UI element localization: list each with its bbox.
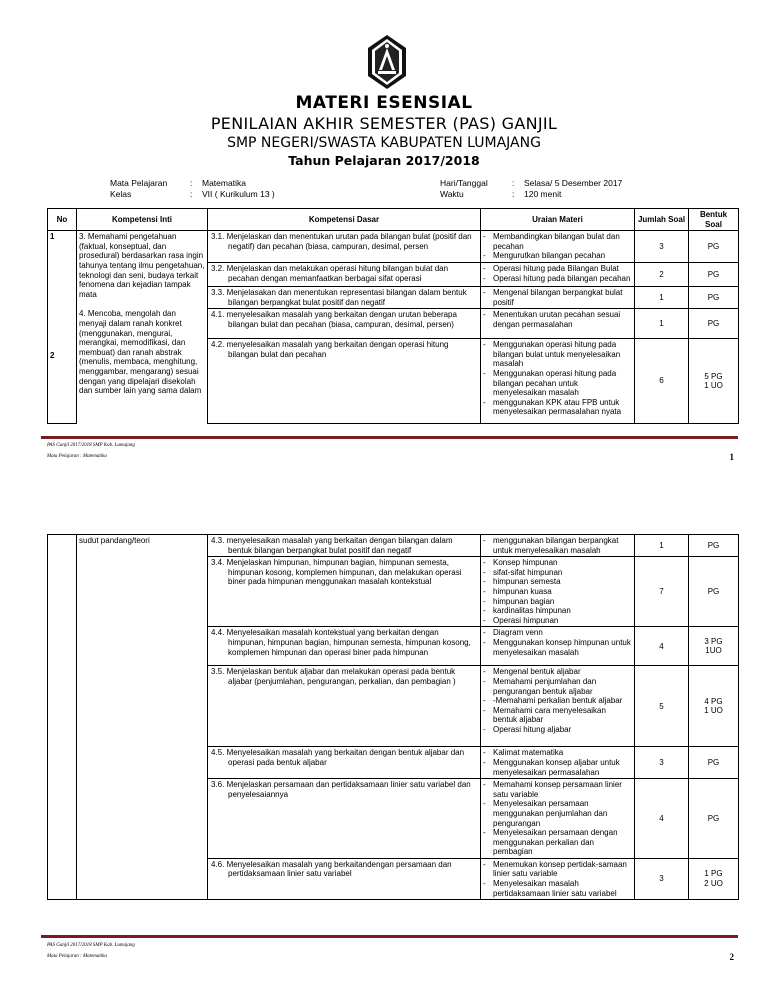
- uraian-materi-cell: [481, 557, 635, 627]
- uraian-item: - Mengenal bilangan berpangkat bulat positif: [483, 288, 632, 307]
- kompetensi-dasar-cell: [208, 231, 481, 263]
- kd-text: 4.5. Menyelesaikan masalah yang berkaitan dengan bentuk aljabar dan operasi pada bentuk aljabar: [211, 748, 465, 767]
- colon: :: [190, 189, 193, 199]
- bentuk-soal-cell: [689, 779, 739, 859]
- bentuk-soal-cell-text: 5 PG 1 UO: [704, 371, 723, 391]
- uraian-materi-cell: [481, 858, 635, 899]
- uraian-item: - Menggunakan konsep aljabar untuk menyelesaikan permasalahan: [483, 758, 632, 777]
- jumlah-soal-cell: [635, 779, 689, 859]
- kd-text: 4.1. menyelesaikan masalah yang berkaitan dengan urutan beberapa bilangan bulat dan pecahan (biasa, campuran, desimal, persen): [211, 310, 457, 329]
- page-number: 1: [729, 452, 734, 462]
- kd-text: 3.6. Menjelaskan persamaan dan pertidaksamaan linier satu variabel dan penyelesaiannya: [211, 780, 471, 799]
- bentuk-soal-cell-text: 3 PG 1UO: [704, 636, 723, 656]
- bentuk-soal-cell-text: PG: [707, 318, 720, 328]
- jumlah-soal-cell-text: 3: [659, 757, 664, 767]
- uraian-materi-cell: [481, 627, 635, 666]
- uraian-item: - himpunan bagian: [483, 597, 632, 607]
- ki-text: 3. Memahami pengetahuan (faktual, konseptual, dan prosedural) berdasarkan rasa ingin tahunya tentang ilmu pengetahuan, teknologi dan seni, budaya terkait fenomena dan kejadian tampak mata: [79, 232, 205, 299]
- jumlah-soal-cell-text: 4: [659, 813, 664, 823]
- jumlah-soal-cell: [635, 858, 689, 899]
- row-number: 2: [50, 351, 55, 361]
- uraian-materi-cell: [481, 309, 635, 339]
- header-titles: [0, 92, 768, 170]
- class-label: Kelas: [110, 189, 132, 199]
- kompetensi-dasar-cell: [208, 666, 481, 747]
- academic-year: Tahun Pelajaran 2017/2018: [288, 153, 480, 168]
- uraian-materi-cell: [481, 339, 635, 424]
- header-uraian-materi: Uraian Materi: [481, 209, 635, 231]
- uraian-item: - sifat-sifat himpunan: [483, 568, 632, 578]
- bentuk-soal-cell-text: PG: [707, 241, 720, 251]
- table-header-row: [48, 209, 739, 231]
- bentuk-soal-cell: [689, 286, 739, 308]
- uraian-materi-cell: [481, 231, 635, 263]
- kompetensi-dasar-cell: [208, 858, 481, 899]
- bentuk-soal-cell-text: 4 PG 1 UO: [704, 696, 723, 716]
- kompetensi-dasar-cell: [208, 262, 481, 286]
- kompetensi-dasar-cell: [208, 779, 481, 859]
- table-row: [48, 535, 739, 557]
- jumlah-soal-cell-text: 1: [659, 318, 664, 328]
- uraian-materi-cell: [481, 286, 635, 308]
- footer-exam-label: PAS Ganjil 2017/2018 SMP Kab. Lumajang: [47, 943, 135, 948]
- colon: :: [512, 178, 515, 188]
- uraian-item: - Memahami cara menyelesaikan bentuk aljabar: [483, 706, 632, 725]
- header-no: No: [48, 209, 77, 231]
- footer-divider: [41, 935, 738, 938]
- ki-text: 4. Mencoba, mengolah dan menyaji dalam ranah konkret (menggunakan, mengurai, merangkai, memodifikasi, dan membuat) dan ranah abstrak (menulis, membaca, menghitung, menggambar, mengarang) sesuai dengan yang dipelajari disekolah dan sumber lain yang sama dalam: [79, 309, 202, 396]
- jumlah-soal-cell: [635, 231, 689, 263]
- jumlah-soal-cell-text: 6: [659, 376, 664, 386]
- jumlah-soal-cell: [635, 286, 689, 308]
- uraian-item: - Mengenal bentuk aljabar: [483, 667, 632, 677]
- duration-label: Waktu: [440, 189, 464, 199]
- document-title: MATERI ESENSIAL: [295, 93, 473, 113]
- jumlah-soal-cell: [635, 535, 689, 557]
- header-kompetensi-inti: Kompetensi Inti: [77, 209, 208, 231]
- jumlah-soal-cell-text: 1: [659, 540, 664, 550]
- kompetensi-inti-cell: [77, 535, 208, 900]
- subject-label: Mata Pelajaran: [110, 178, 168, 188]
- footer-page2: [47, 942, 135, 960]
- header-jumlah-soal: Jumlah Soal: [635, 209, 689, 231]
- footer-exam-label: PAS Ganjil 2017/2018 SMP Kab. Lumajang: [47, 443, 135, 448]
- uraian-item: - Menggunakan operasi hitung pada bilangan pecahan untuk menyelesaikan masalah: [483, 369, 632, 398]
- uraian-item: - Menyelesaikan masalah pertidaksamaan linier satu variabel: [483, 879, 632, 898]
- colon: :: [190, 178, 193, 188]
- uraian-materi-cell: [481, 535, 635, 557]
- kompetensi-dasar-cell: [208, 309, 481, 339]
- uraian-item: - Operasi hitung aljabar: [483, 725, 632, 735]
- jumlah-soal-cell-text: 5: [659, 701, 664, 711]
- bentuk-soal-cell: [689, 535, 739, 557]
- jumlah-soal-cell: [635, 309, 689, 339]
- row-number-cell: [48, 231, 77, 424]
- bentuk-soal-cell: [689, 262, 739, 286]
- header-bentuk-soal: Bentuk Soal: [689, 209, 739, 231]
- materi-table-page1: [47, 208, 739, 424]
- uraian-item: - himpunan kuasa: [483, 587, 632, 597]
- header-kompetensi-dasar: Kompetensi Dasar: [208, 209, 481, 231]
- uraian-item: - menggunakan KPK atau FPB untuk menyelesaikan permasalahan nyata: [483, 398, 632, 417]
- jumlah-soal-cell-text: 4: [659, 641, 664, 651]
- footer-page1: [47, 442, 135, 460]
- kd-text: 3.3. Menjelasakan dan menentukan representasi bilangan dalam bentuk bilangan berpangkat bulat positif dan negatif: [211, 287, 467, 307]
- jumlah-soal-cell: [635, 339, 689, 424]
- jumlah-soal-cell: [635, 666, 689, 747]
- lumajang-crest-logo: [367, 34, 407, 90]
- uraian-item: - Diagram venn: [483, 628, 632, 638]
- document-subtitle: PENILAIAN AKHIR SEMESTER (PAS) GANJIL: [210, 114, 558, 133]
- bentuk-soal-cell: [689, 666, 739, 747]
- jumlah-soal-cell-text: 3: [659, 241, 664, 251]
- kompetensi-dasar-cell: [208, 747, 481, 779]
- jumlah-soal-cell-text: 3: [659, 874, 664, 884]
- duration-value: 120 menit: [524, 189, 562, 199]
- class-value: VII ( Kurikulum 13 ): [202, 189, 275, 199]
- uraian-item: - Menggunakan operasi hitung pada bilangan bulat untuk menyelesaikan masalah: [483, 340, 632, 369]
- kd-text: 4.4. Menyelesaikan masalah kontekstual yang berkaitan dengan himpunan, himpunan bagian, himpunan semesta, himpunan kosong, komplemen himpunan dan operasi biner pada himpunan: [211, 628, 471, 657]
- bentuk-soal-cell-text: PG: [707, 813, 720, 823]
- jumlah-soal-cell: [635, 262, 689, 286]
- kompetensi-dasar-cell: [208, 535, 481, 557]
- bentuk-soal-cell-text: PG: [707, 586, 720, 596]
- uraian-item: - Menemukan konsep pertidak-samaan linier satu variable: [483, 860, 632, 879]
- uraian-item: - himpunan semesta: [483, 577, 632, 587]
- uraian-item: - Operasi hitung pada Bilangan Bulat: [483, 264, 632, 274]
- colon: :: [512, 189, 515, 199]
- school-name: SMP NEGERI/SWASTA KABUPATEN LUMAJANG: [227, 135, 541, 151]
- jumlah-soal-cell: [635, 747, 689, 779]
- kd-text: 3.4. Menjelaskan himpunan, himpunan bagian, himpunan semesta, himpunan kosong, komplemen himpunan, dan melakukan operasi biner pada himpunan menggunakan masalah kontekstual: [211, 558, 462, 587]
- row-number: 1: [50, 232, 55, 242]
- kd-text: 3.1. Menjelaskan dan menentukan urutan pada bilangan bulat (positif dan negatif) dan pecahan (biasa, campuran, desimal, persen: [211, 232, 472, 251]
- bentuk-soal-cell: [689, 627, 739, 666]
- jumlah-soal-cell-text: 1: [659, 292, 664, 302]
- uraian-item: - Operasi himpunan: [483, 616, 632, 626]
- jumlah-soal-cell-text: 2: [659, 269, 664, 279]
- uraian-item: - menggunakan bilangan berpangkat untuk menyelesaikan masalah: [483, 536, 632, 555]
- kd-text: 4.3. menyelesaikan masalah yang berkaitan dengan bilangan dalam bentuk bilangan berpangkat bulat positif dan negatif: [211, 536, 453, 555]
- bentuk-soal-cell-text: PG: [707, 269, 720, 279]
- kompetensi-dasar-cell: [208, 557, 481, 627]
- jumlah-soal-cell-text: 7: [659, 586, 664, 596]
- uraian-item: - Menentukan urutan pecahan sesuai dengan permasalahan: [483, 310, 632, 329]
- bentuk-soal-cell: [689, 231, 739, 263]
- uraian-item: - Menggunakan konsep himpunan untuk menyelesaikan masalah: [483, 638, 632, 657]
- uraian-item: - Menyelesaikan persamaan dengan menggunakan perkalian dan pembagian: [483, 828, 632, 857]
- uraian-item: - Membandingkan bilangan bulat dan pecahan: [483, 232, 632, 251]
- meta-left: [110, 178, 275, 200]
- bentuk-soal-cell: [689, 557, 739, 627]
- bentuk-soal-cell: [689, 747, 739, 779]
- uraian-materi-cell: [481, 747, 635, 779]
- footer-divider: [41, 436, 738, 439]
- meta-right: [440, 178, 622, 200]
- uraian-item: - Memahami konsep persamaan linier satu variable: [483, 780, 632, 799]
- uraian-materi-cell: [481, 779, 635, 859]
- jumlah-soal-cell: [635, 557, 689, 627]
- uraian-materi-cell: [481, 262, 635, 286]
- subject-value: Matematika: [202, 178, 246, 188]
- table-row: [48, 231, 739, 263]
- kompetensi-dasar-cell: [208, 339, 481, 424]
- footer-subject-label: Mata Pelajaran : Matematika: [47, 954, 107, 959]
- materi-table-page2: [47, 534, 739, 900]
- uraian-item: - Memahami penjumlahan dan pengurangan bentuk aljabar: [483, 677, 632, 696]
- uraian-item: - Mengurutkan bilangan pecahan: [483, 251, 632, 261]
- ki-text: sudut pandang/teori: [79, 536, 150, 545]
- bentuk-soal-cell-text: PG: [707, 292, 720, 302]
- uraian-item: - Konsep himpunan: [483, 558, 632, 568]
- kd-text: 4.6. Menyelesaikan masalah yang berkaitandengan persamaan dan pertidaksamaan linier satu variabel: [211, 859, 452, 879]
- date-value: Selasa/ 5 Desember 2017: [524, 178, 623, 188]
- kompetensi-inti-cell: [77, 231, 208, 424]
- date-label: Hari/Tanggal: [440, 178, 488, 188]
- kd-text: 3.2. Menjelaskan dan melakukan operasi hitung bilangan bulat dan pecahan dengan memanfaatkan berbagai sifat operasi: [211, 263, 449, 283]
- bentuk-soal-cell-text: PG: [707, 757, 720, 767]
- kompetensi-dasar-cell: [208, 286, 481, 308]
- bentuk-soal-cell: [689, 339, 739, 424]
- footer-subject-label: Mata Pelajaran : Matematika: [47, 454, 107, 459]
- jumlah-soal-cell: [635, 627, 689, 666]
- uraian-item: - kardinalitas himpunan: [483, 606, 632, 616]
- kd-text: 3.5. Menjelaskan bentuk aljabar dan melakukan operasi pada bentuk aljabar (penjumlahan, pengurangan, perkalian, dan pembagian ): [211, 667, 456, 686]
- bentuk-soal-cell-text: 1 PG 2 UO: [704, 869, 723, 889]
- kd-text: 4.2. menyelesaikan masalah yang berkaitan dengan operasi hitung bilangan bulat dan pecahan: [211, 340, 449, 359]
- bentuk-soal-cell: [689, 309, 739, 339]
- bentuk-soal-cell-text: PG: [707, 540, 720, 550]
- uraian-item: - Menyelesaikan persamaan menggunakan penjumlahan dan pengurangan: [483, 799, 632, 828]
- uraian-materi-cell: [481, 666, 635, 747]
- uraian-item: - -Memahami perkalian bentuk aljabar: [483, 696, 632, 706]
- uraian-item: - Kalimat matematika: [483, 748, 632, 758]
- kompetensi-dasar-cell: [208, 627, 481, 666]
- bentuk-soal-cell: [689, 858, 739, 899]
- row-number-cell: [48, 535, 77, 900]
- uraian-item: - Operasi hitung pada bilangan pecahan: [483, 274, 632, 284]
- page-number: 2: [729, 952, 734, 962]
